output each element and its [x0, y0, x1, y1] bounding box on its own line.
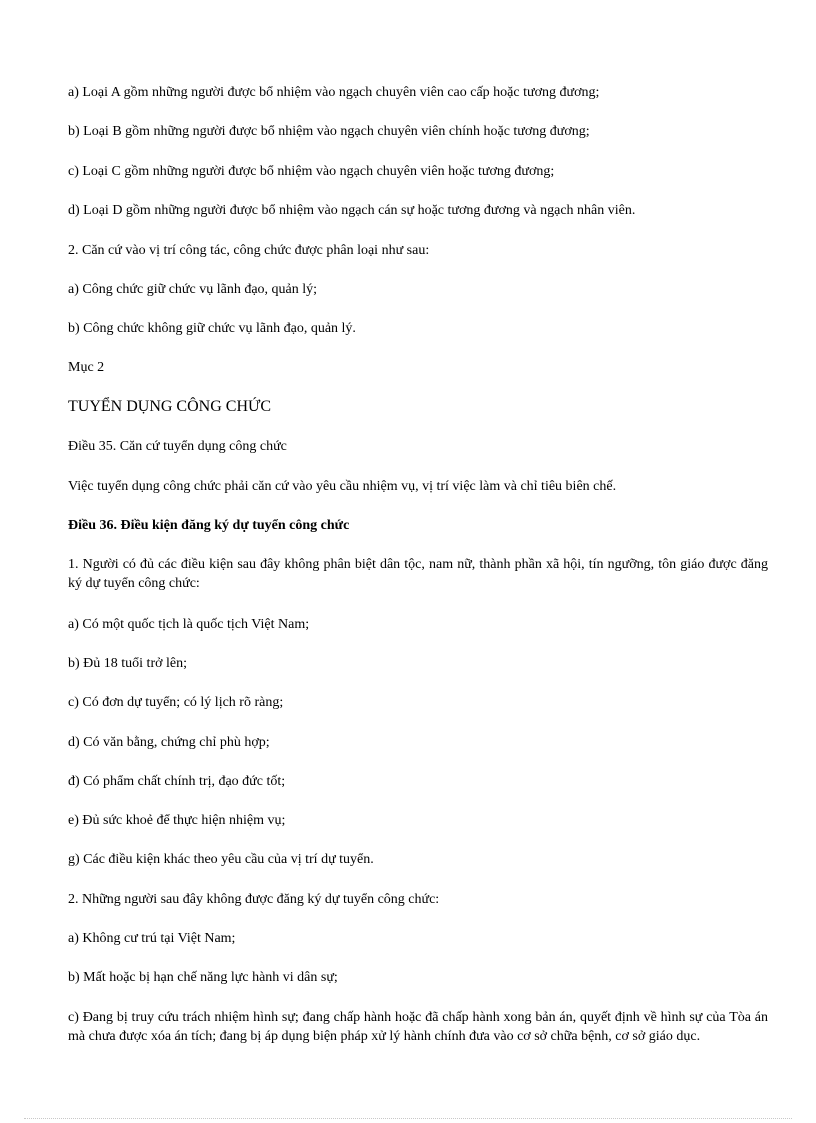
section-number: Mục 2	[68, 360, 105, 375]
section-title: TUYỂN DỤNG CÔNG CHỨC	[68, 398, 272, 415]
paragraph-type-b: b) Loại B gồm những người được bổ nhiệm vào ngạch chuyên viên chính hoặc tương đương;	[68, 124, 590, 139]
article-36-title: Điều 36. Điều kiện đăng ký dự tuyển công chức	[68, 518, 350, 533]
condition-qualifications: d) Có văn bằng, chứng chỉ phù hợp;	[68, 735, 270, 750]
paragraph-non-leadership: b) Công chức không giữ chức vụ lãnh đạo, quản lý.	[68, 321, 356, 336]
condition-age: b) Đủ 18 tuổi trở lên;	[68, 656, 187, 671]
condition-other: g) Các điều kiện khác theo yêu cầu của vị trí dự tuyển.	[68, 852, 374, 867]
condition-application: c) Có đơn dự tuyển; có lý lịch rõ ràng;	[68, 695, 284, 710]
exclusion-capacity: b) Mất hoặc bị hạn chế năng lực hành vi dân sự;	[68, 970, 338, 985]
condition-nationality: a) Có một quốc tịch là quốc tịch Việt Nam;	[68, 617, 310, 632]
article-36-clause-1: 1. Người có đủ các điều kiện sau đây không phân biệt dân tộc, nam nữ, thành phần xã hội, tín ngưỡng, tôn giáo được đăng ký dự tuyển công chức:	[68, 557, 768, 591]
condition-ethics: đ) Có phẩm chất chính trị, đạo đức tốt;	[68, 774, 286, 789]
page-bottom-divider	[24, 1118, 792, 1119]
article-35-body: Việc tuyển dụng công chức phải căn cứ vào yêu cầu nhiệm vụ, vị trí việc làm và chỉ tiêu biên chế.	[68, 479, 617, 494]
paragraph-type-c: c) Loại C gồm những người được bổ nhiệm vào ngạch chuyên viên hoặc tương đương;	[68, 164, 555, 179]
exclusion-criminal: c) Đang bị truy cứu trách nhiệm hình sự; đang chấp hành hoặc đã chấp hành xong bản án, quyết định về hình sự của Tòa án mà chưa được xóa án tích; đang bị áp dụng biện pháp xử lý hành chính đưa vào cơ sở chữa bệnh, cơ sở giáo dục.	[68, 1010, 768, 1044]
article-35-title: Điều 35. Căn cứ tuyển dụng công chức	[68, 439, 287, 454]
paragraph-classification-by-position: 2. Căn cứ vào vị trí công tác, công chức được phân loại như sau:	[68, 243, 430, 258]
article-36-clause-2: 2. Những người sau đây không được đăng ký dự tuyển công chức:	[68, 892, 440, 907]
paragraph-leadership: a) Công chức giữ chức vụ lãnh đạo, quản lý;	[68, 282, 318, 297]
paragraph-type-a: a) Loại A gồm những người được bổ nhiệm vào ngạch chuyên viên cao cấp hoặc tương đương;	[68, 85, 600, 100]
exclusion-residence: a) Không cư trú tại Việt Nam;	[68, 931, 236, 946]
paragraph-type-d: d) Loại D gồm những người được bổ nhiệm vào ngạch cán sự hoặc tương đương và ngạch nhân viên.	[68, 203, 636, 218]
condition-health: e) Đủ sức khoẻ để thực hiện nhiệm vụ;	[68, 813, 286, 828]
